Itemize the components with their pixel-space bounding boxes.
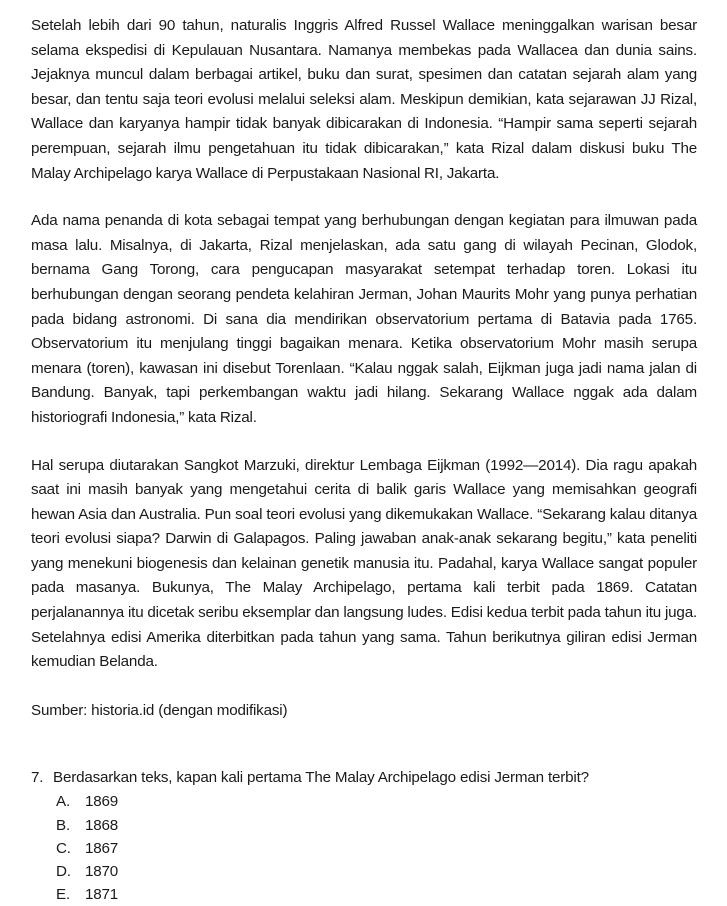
source-attribution: Sumber: historia.id (dengan modifikasi): [31, 701, 288, 719]
answer-option-c[interactable]: [56, 837, 697, 860]
option-letter-c: C.: [56, 839, 71, 857]
option-value-c: 1867: [85, 839, 119, 857]
question-block: [31, 766, 697, 906]
reading-passage: [31, 14, 697, 723]
question-prompt: [31, 766, 697, 790]
option-letter-a: A.: [56, 793, 70, 811]
option-letter-e: E.: [56, 886, 70, 904]
option-value-a: 1869: [85, 793, 119, 811]
passage-paragraph-3: Hal serupa diutarakan Sangkot Marzuki, direktur Lembaga Eijkman (1992—2014). Dia ragu apakah saat ini masih banyak yang mengetahui cerita di balik garis Wallace yang memisahkan geografi hewan Asia dan Australia. Pun soal teori evolusi yang dikemukakan Wallace. “Sekarang kalau ditanya teori evolusi siapa? Darwin di Galapagos. Paling jawaban anak-anak sekarang begitu,” kata peneliti yang menekuni biogenesis dan kelainan genetik manusia itu. Padahal, karya Wallace sangat populer pada masanya. Bukunya, The Malay Archipelago, pertama kali terbit pada 1869. Catatan perjalanannya itu dicetak seribu eksemplar dan langsung ludes. Edisi kedua terbit pada tahun itu juga. Setelahnya edisi Amerika diterbitkan pada tahun yang sama. Tahun berikutnya giliran edisi Jerman kemudian Belanda.: [31, 456, 697, 671]
question-number: 7.: [31, 769, 44, 787]
answer-option-d[interactable]: [56, 860, 697, 883]
answer-option-e[interactable]: [56, 883, 697, 906]
answer-option-b[interactable]: [56, 814, 697, 837]
option-value-b: 1868: [85, 816, 119, 834]
passage-paragraph-2: Ada nama penanda di kota sebagai tempat yang berhubungan dengan kegiatan para ilmuwan pada masa lalu. Misalnya, di Jakarta, Rizal menjelaskan, ada satu gang di wilayah Pecinan, Glodok, bernama Gang Torong, cara pengucapan masyarakat setempat terhadap toren. Lokasi itu berhubungan dengan seorang pendeta kelahiran Jerman, Johan Maurits Mohr yang punya perhatian pada bidang astronomi. Di sana dia mendirikan observatorium pertama di Batavia pada 1765. Observatorium itu menjulang tinggi bagaikan menara. Ketika observatorium Mohr masih serupa menara (toren), kawasan ini disebut Torenlaan. “Kalau nggak salah, Eijkman juga jadi nama jalan di Bandung. Banyak, tapi perkembangan waktu jadi hilang. Sekarang Wallace nggak ada dalam historiografi Indonesia,” kata Rizal.: [31, 212, 697, 426]
option-value-d: 1870: [85, 863, 119, 881]
option-value-e: 1871: [85, 886, 119, 904]
option-letter-d: D.: [56, 863, 71, 881]
answer-options-list: [31, 790, 697, 906]
question-text: Berdasarkan teks, kapan kali pertama The Malay Archipelago edisi Jerman terbit?: [53, 769, 589, 787]
passage-paragraph-1: Setelah lebih dari 90 tahun, naturalis Inggris Alfred Russel Wallace meninggalkan warisan besar selama ekspedisi di Kepulauan Nusantara. Namanya membekas pada Wallacea dan dunia sains. Jejaknya muncul dalam berbagai artikel, buku dan surat, spesimen dan catatan sejarah alam yang besar, dan tentu saja teori evolusi melalui seleksi alam. Meskipun demikian, kata sejarawan JJ Rizal, Wallace dan karyanya hampir tidak banyak dibicarakan di Indonesia. “Hampir sama seperti sejarah perempuan, sejarah ilmu pengetahuan itu tidak dibicarakan,” kata Rizal dalam diskusi buku The Malay Archipelago karya Wallace di Perpustakaan Nasional RI, Jakarta.: [31, 17, 697, 182]
answer-option-a[interactable]: [56, 790, 697, 813]
option-letter-b: B.: [56, 816, 70, 834]
